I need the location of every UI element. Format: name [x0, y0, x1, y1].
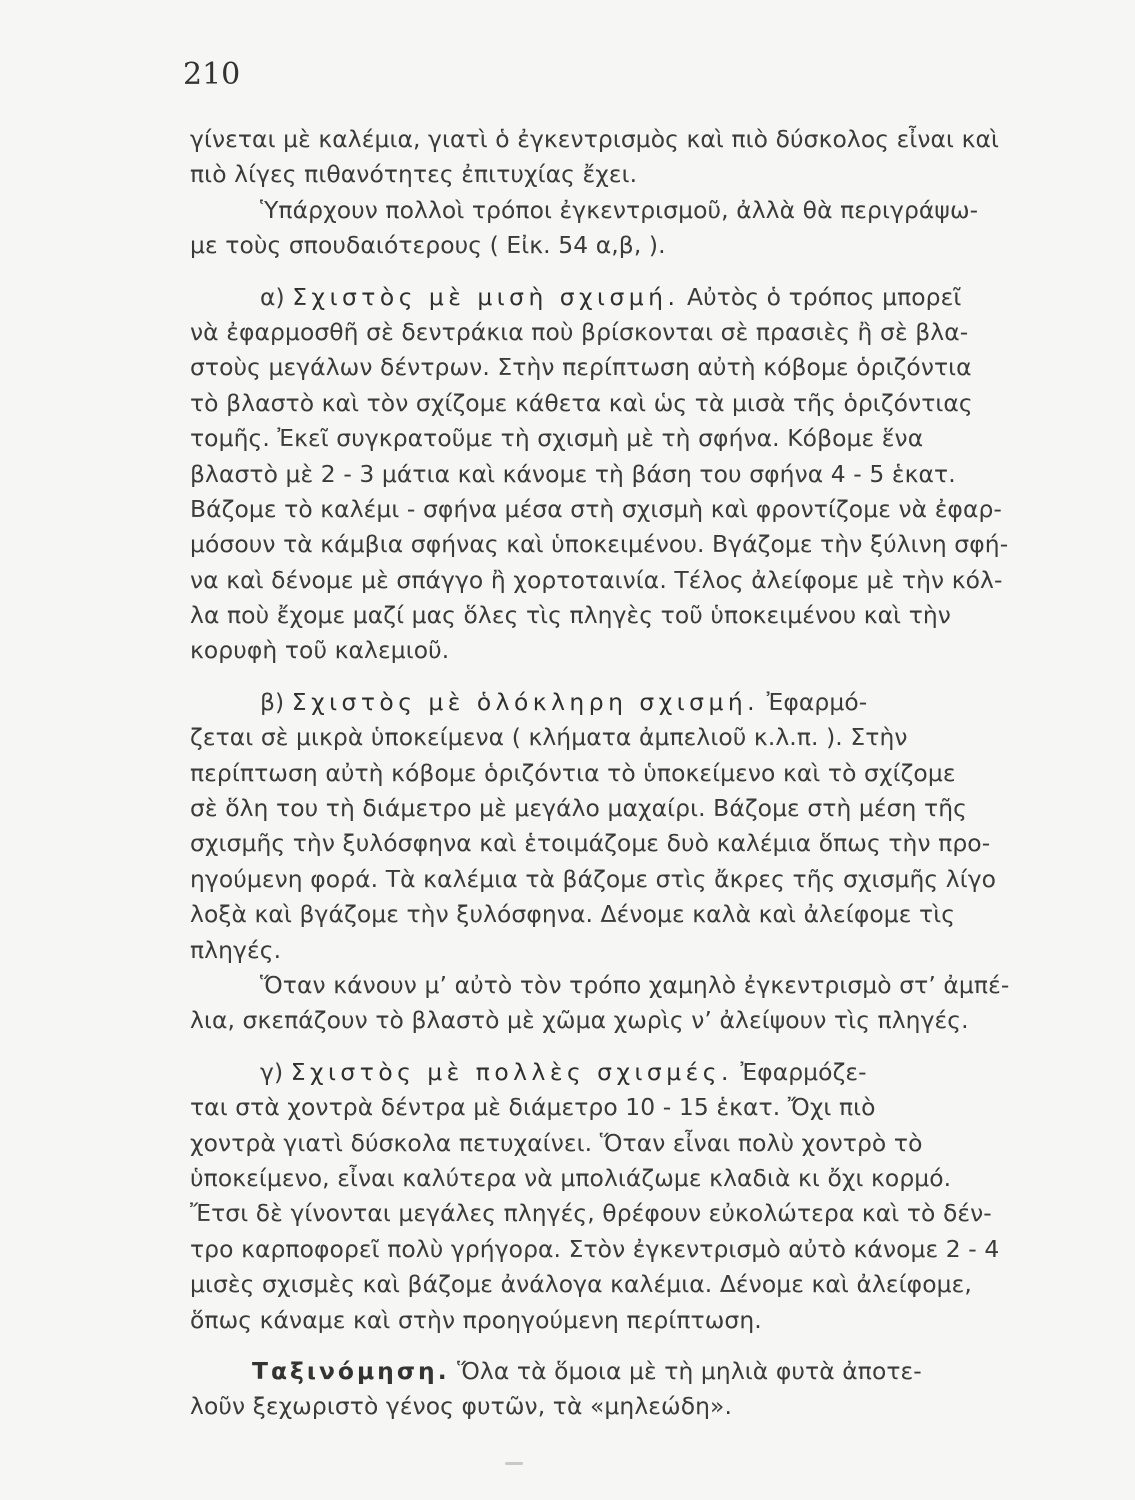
classification-heading-line: Ταξινόμηση. Ὅλα τὰ ὅμοια μὲ τὴ μηλιὰ φυτὰ ἀποτε- [252, 1356, 922, 1385]
section-a-heading-line: α) Σχιστὸς μὲ μισὴ σχισμή. Αὐτὸς ὁ τρόπος μπορεῖ [260, 282, 962, 311]
text-line: ζεται σὲ μικρὰ ὑποκείμενα ( κλήματα ἀμπελιοῦ κ.λ.π. ). Στὴν [190, 723, 908, 752]
text-line: Ὑπάρχουν πολλοὶ τρόποι ἐγκεντρισμοῦ, ἀλλὰ θὰ περιγράψω- [260, 195, 979, 224]
section-heading: Ταξινόμηση. [252, 1356, 450, 1385]
section-heading: Σχιστὸς μὲ ὁλόκληρη σχισμή. [291, 687, 760, 716]
text-line: ὑποκείμενο, εἶναι καλύτερα νὰ μπολιάζωμε κλαδιὰ κι ὄχι κορμό. [190, 1163, 952, 1192]
text-line: λα ποὺ ἔχομε μαζί μας ὅλες τὶς πληγὲς τοῦ ὑποκειμένου καὶ τὴν [190, 601, 951, 630]
section-c-heading-line: γ) Σχιστὸς μὲ πολλὲς σχισμές. Ἐφαρμόζε- [260, 1057, 867, 1086]
text-line: Ὅταν κάνουν μ’ αὐτὸ τὸν τρόπο χαμηλὸ ἐγκεντρισμὸ στ’ ἀμπέ- [260, 970, 1010, 999]
text-line: περίπτωση αὐτὴ κόβομε ὁριζόντια τὸ ὑποκείμενο καὶ τὸ σχίζομε [190, 758, 956, 787]
text-line: μισὲς σχισμὲς καὶ βάζομε ἀνάλογα καλέμια. Δένομε καὶ ἀλείφομε, [190, 1270, 972, 1299]
text-line: λοῦν ξεχωριστὸ γένος φυτῶν, τὰ «μηλεώδη». [190, 1392, 732, 1421]
text-line: βλαστὸ μὲ 2 - 3 μάτια καὶ κάνομε τὴ βάση του σφήνα 4 - 5 ἑκατ. [190, 459, 956, 488]
text-line: τομῆς. Ἐκεῖ συγκρατοῦμε τὴ σχισμὴ μὲ τὴ σφήνα. Κόβομε ἕνα [190, 424, 924, 453]
section-heading: Σχιστὸς μὲ μισὴ σχισμή. [292, 282, 680, 311]
text-line: σὲ ὅλη του τὴ διάμετρο μὲ μεγάλο μαχαίρι. Βάζομε στὴ μέση τῆς [190, 794, 967, 823]
text-line: μόσουν τὰ κάμβια σφήνας καὶ ὑποκειμένου. Βγάζομε τὴν ξύλινη σφή- [190, 530, 1009, 559]
text-line: ηγούμενη φορά. Τὰ καλέμια τὰ βάζομε στὶς ἄκρες τῆς σχισμῆς λίγο [190, 864, 997, 893]
text-line: λοξὰ καὶ βγάζομε τὴν ξυλόσφηνα. Δένομε καλὰ καὶ ἀλείφομε τὶς [190, 900, 956, 929]
body-text [190, 122, 1065, 1425]
text-line: νὰ ἐφαρμοσθῆ σὲ δεντράκια ποὺ βρίσκονται σὲ πρασιὲς ἢ σὲ βλα- [190, 317, 969, 346]
text-line: λια, σκεπάζουν τὸ βλαστὸ μὲ χῶμα χωρὶς ν’ ἀλείψουν τὶς πληγές. [190, 1006, 969, 1035]
text-line: γίνεται μὲ καλέμια, γιατὶ ὁ ἐγκεντρισμὸς καὶ πιὸ δύσκολος εἶναι καὶ [190, 125, 1000, 153]
text-line: ται στὰ χοντρὰ δέντρα μὲ διάμετρο 10 - 15 ἑκατ. Ὄχι πιὸ [190, 1093, 876, 1122]
text-line: στοὺς μεγάλων δέντρων. Στὴν περίπτωση αὐτὴ κόβομε ὁριζόντια [190, 353, 972, 382]
section-heading: Σχιστὸς μὲ πολλὲς σχισμές. [290, 1057, 733, 1086]
section-b-heading-line: β) Σχιστὸς μὲ ὁλόκληρη σχισμή. Ἐφαρμό- [260, 687, 868, 716]
text-line: χοντρὰ γιατὶ δύσκολα πετυχαίνει. Ὅταν εἶναι πολὺ χοντρὸ τὸ [190, 1128, 923, 1157]
text-line: ὅπως κάναμε καὶ στὴν προηγούμενη περίπτωση. [190, 1305, 762, 1334]
text-line: με τοὺς σπουδαιότερους ( Εἰκ. 54 α,β, ). [190, 231, 666, 260]
text-line: τὸ βλαστὸ καὶ τὸν σχίζομε κάθετα καὶ ὡς τὰ μισὰ τῆς ὁριζόντιας [190, 388, 973, 417]
text-line: πιὸ λίγες πιθανότητες ἐπιτυχίας ἔχει. [190, 160, 638, 189]
text-line: Βάζομε τὸ καλέμι - σφήνα μέσα στὴ σχισμὴ καὶ φροντίζομε νὰ ἐφαρ- [190, 494, 1002, 523]
text-line: να καὶ δένομε μὲ σπάγγο ἢ χορτοταινία. Τέλος ἀλείφομε μὲ τὴν κόλ- [190, 565, 1003, 594]
paper-smudge [505, 1462, 523, 1465]
text-line: σχισμῆς τὴν ξυλόσφηνα καὶ ἑτοιμάζομε δυὸ καλέμια ὅπως τὴν προ- [190, 829, 991, 858]
text-line: κορυφὴ τοῦ καλεμιοῦ. [190, 636, 450, 665]
page-number: 210 [183, 57, 241, 92]
text-line: τρο καρποφορεῖ πολὺ γρήγορα. Στὸν ἐγκεντρισμὸ αὐτὸ κάνομε 2 - 4 [190, 1234, 1000, 1263]
text-line: πληγές. [190, 935, 282, 964]
text-line: Ἔτσι δὲ γίνονται μεγάλες πληγές, θρέφουν εὐκολώτερα καὶ τὸ δέν- [190, 1199, 992, 1228]
